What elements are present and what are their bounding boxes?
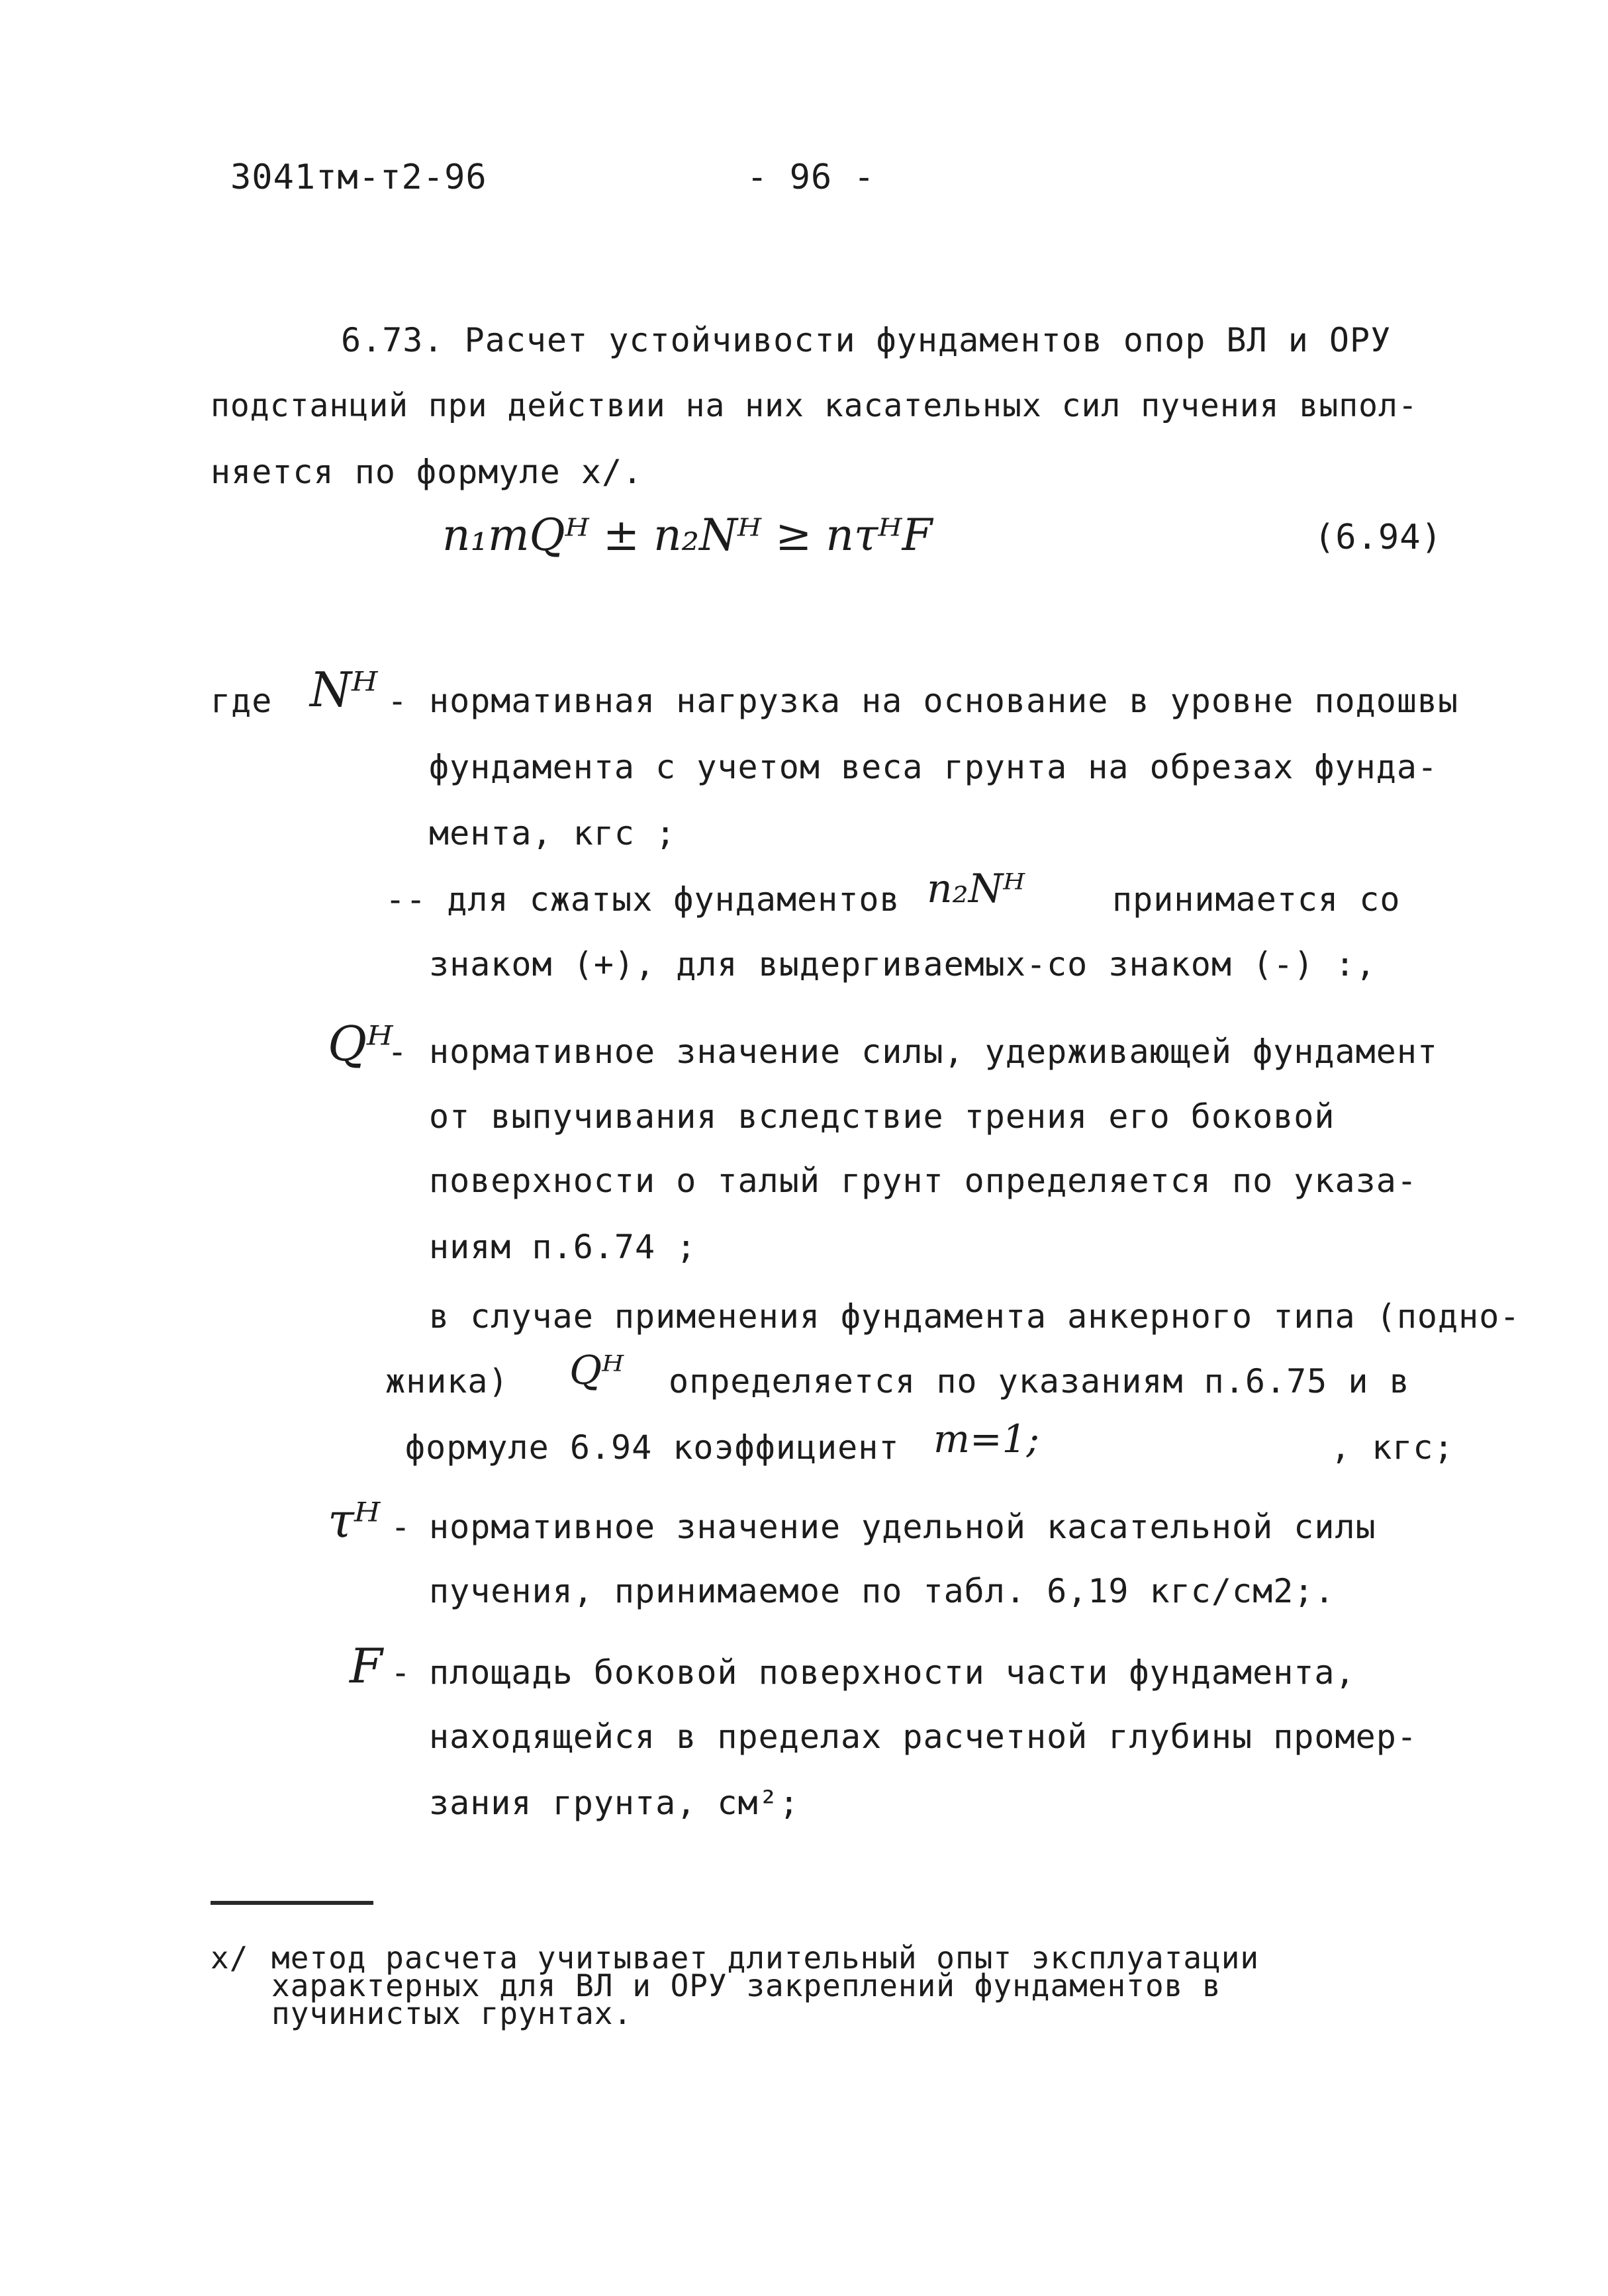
- q-definition-line-2: от выпучивания вследствие трения его боковой: [429, 1097, 1335, 1136]
- q-anchor-symbol: Qᴴ: [569, 1348, 624, 1394]
- f-definition-line-3: зания грунта, см²;: [429, 1784, 800, 1822]
- section-line-2: подстанций при действии на них касательных сил пучения выпол-: [211, 387, 1418, 424]
- symbol-q: Qᴴ: [328, 1016, 393, 1072]
- f-definition-line-1: площадь боковой поверхности части фундамента,: [429, 1653, 1356, 1692]
- symbol-n: Nᴴ: [310, 662, 378, 717]
- formula-number: (6.94): [1314, 518, 1442, 557]
- q-definition-line-3: поверхности о талый грунт определяется по указа-: [429, 1162, 1417, 1200]
- where-label: где: [211, 682, 273, 720]
- n-definition-line-1: нормативная нагрузка на основание в уровне подошвы: [429, 682, 1459, 720]
- q-anchor-line-3a: формуле 6.94 коэффициент: [405, 1428, 900, 1467]
- section-line-1: 6.73. Расчет устойчивости фундаментов опор ВЛ и ОРУ: [341, 321, 1392, 359]
- q-definition-line-1: нормативное значение силы, удерживающей фундамент: [429, 1033, 1439, 1071]
- q-anchor-line-2a: жника): [385, 1362, 509, 1401]
- n-note-line-1a: -- для сжатых фундаментов: [385, 880, 900, 919]
- tau-definition-line-1: нормативное значение удельной касательной силы: [429, 1508, 1376, 1546]
- footnote-line-1: метод расчета учитывает длительный опыт эксплуатации: [271, 1940, 1260, 1976]
- dash-n: -: [387, 682, 408, 720]
- q-anchor-coefficient: m=1;: [933, 1416, 1040, 1461]
- q-definition-line-4: ниям п.6.74 ;: [429, 1228, 697, 1266]
- q-anchor-line-2b: определяется по указаниям п.6.75 и в: [669, 1362, 1410, 1401]
- f-definition-line-2: находящейся в пределах расчетной глубины промер-: [429, 1718, 1417, 1756]
- page-number: - 96 -: [747, 158, 875, 197]
- tau-definition-line-2: пучения, принимаемое по табл. 6,19 кгс/см2;.: [429, 1572, 1335, 1610]
- footnote-marker: x/: [211, 1940, 249, 1976]
- dash-q: -: [387, 1033, 408, 1071]
- dash-tau: -: [391, 1508, 412, 1546]
- footnote-line-2: характерных для ВЛ и ОРУ закреплений фундаментов в: [271, 1968, 1221, 2003]
- formula-6-94: n₁mQᴴ ± n₂Nᴴ ≥ nτᴴF: [442, 510, 933, 561]
- q-anchor-line-1: в случае применения фундамента анкерного типа (подно-: [429, 1297, 1521, 1336]
- symbol-f: F: [350, 1638, 383, 1694]
- footnote-line-3: пучинистых грунтах.: [271, 1996, 633, 2031]
- footnote-rule: [211, 1901, 373, 1905]
- n-note-line-2: знаком (+), для выдергиваемых-со знаком (-) :,: [429, 945, 1376, 984]
- n-definition-line-2: фундамента с учетом веса грунта на обрезах фунда-: [429, 748, 1439, 786]
- q-anchor-line-3b: , кгс;: [1331, 1428, 1454, 1467]
- n-definition-line-3: мента, кгс ;: [429, 814, 677, 852]
- document-code: 3041тм-т2-96: [230, 158, 487, 197]
- n-note-symbol: n₂Nᴴ: [927, 866, 1025, 912]
- n-note-line-1b: принимается со: [1112, 880, 1401, 919]
- section-line-3: няется по формуле x/.: [211, 453, 643, 491]
- dash-f: -: [391, 1653, 412, 1692]
- symbol-tau: τᴴ: [328, 1492, 381, 1548]
